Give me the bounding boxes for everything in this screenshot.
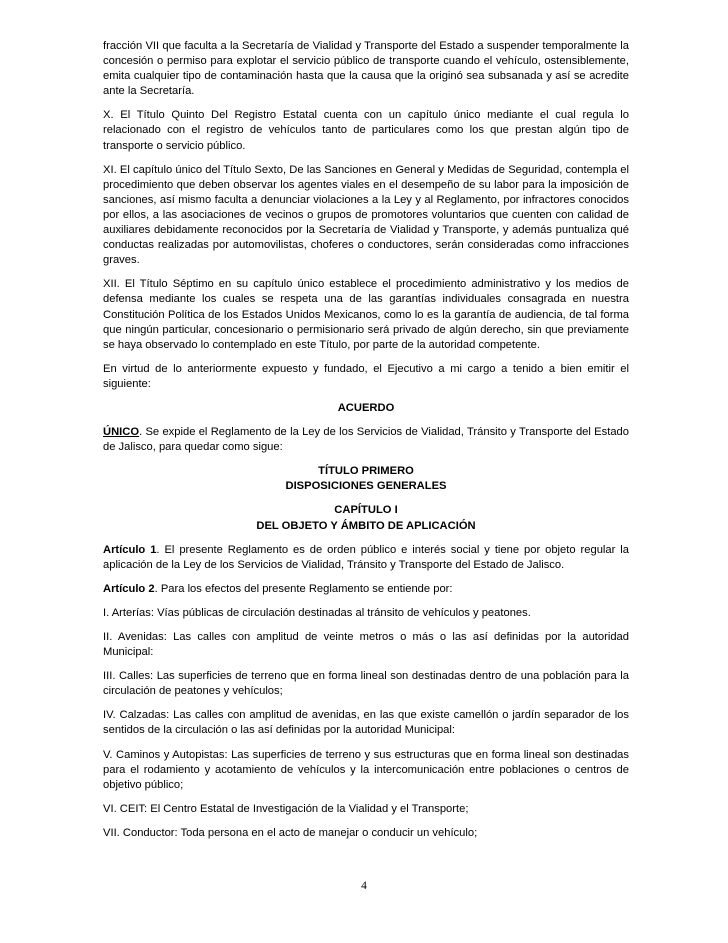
titulo-heading bbox=[103, 464, 629, 494]
paragraph-xi: XI. El capítulo único del Título Sexto, De las Sanciones en General y Medidas de Seguridad, contempla el procedimiento que deben observar los agentes viales en el desempeño de su labor para la imposición de sanciones, así mismo faculta a denunciar violaciones a la Ley y al Reglamento, por infractores conocidos por ellos, a las asociaciones de vecinos o grupos de promotores voluntarios que cuenten con calidad de auxiliares debidamente reconocidos por la Secretaría de Vialidad y Transporte, y además puntualiza qué conductas realizadas por automovilistas, choferes o conductores, serán consideradas como infracciones graves. bbox=[103, 163, 629, 267]
articulo-1-label: Artículo 1 bbox=[103, 543, 157, 556]
definicion-i: I. Arterías: Vías públicas de circulación destinadas al tránsito de vehículos y peatones. bbox=[103, 606, 531, 619]
capitulo-number: CAPÍTULO I bbox=[334, 504, 398, 517]
definicion-v: V. Caminos y Autopistas: Las superficies de terreno y sus estructuras que en forma lineal son destinadas para el rodamiento y acotamiento de vehículos y la intercomunicación entre poblaciones o centros de objetivo público; bbox=[103, 748, 629, 791]
capitulo-name: DEL OBJETO Y ÁMBITO DE APLICACIÓN bbox=[256, 519, 476, 532]
unico-label: ÚNICO bbox=[103, 426, 140, 439]
definicion-vi: VI. CEIT: El Centro Estatal de Investigación de la Vialidad y el Transporte; bbox=[103, 802, 469, 815]
acuerdo-heading: ACUERDO bbox=[337, 401, 395, 414]
unico-text: . Se expide el Reglamento de la Ley de los Servicios de Vialidad, Tránsito y Transporte del Estado de Jalisco, para quedar como sigue: bbox=[103, 426, 629, 454]
paragraph-fraccion-vii: fracción VII que faculta a la Secretaría de Vialidad y Transporte del Estado a suspender temporalmente la concesión o permiso para explotar el servicio público de transporte cuando el vehículo, ostensiblemente, emita cualquier tipo de contaminación hasta que la causa que la originó sea subsanada y así se acredite ante la Secretaría. bbox=[103, 40, 629, 98]
paragraph-unico bbox=[103, 425, 629, 455]
articulo-1-text: . El presente Reglamento es de orden público e interés social y tiene por objeto regular la aplicación de la Ley de los Servicios de Vialidad, Tránsito y Transporte del Estado de Jalisco. bbox=[103, 543, 629, 571]
paragraph-en-virtud: En virtud de lo anteriormente expuesto y fundado, el Ejecutivo a mi cargo a tenido a bien emitir el siguiente: bbox=[103, 362, 629, 390]
definicion-vii: VII. Conductor: Toda persona en el acto de manejar o conducir un vehículo; bbox=[103, 826, 478, 839]
definicion-iii: III. Calles: Las superficies de terreno que en forma lineal son destinadas dentro de una población para la circulación de peatones y vehículos; bbox=[103, 670, 629, 698]
document-body bbox=[103, 39, 629, 850]
capitulo-heading bbox=[103, 503, 629, 533]
articulo-1 bbox=[103, 543, 629, 573]
paragraph-x: X. El Título Quinto Del Registro Estatal cuenta con un capítulo único mediante el cual regula lo relacionado con el registro de vehículos tanto de particulares como los que prestan algún tipo de transporte o servicio público. bbox=[103, 109, 629, 152]
titulo-name: DISPOSICIONES GENERALES bbox=[285, 480, 447, 493]
page-number: 4 bbox=[361, 880, 367, 892]
definicion-ii: II. Avenidas: Las calles con amplitud de veinte metros o más o las así definidas por la autoridad Municipal: bbox=[103, 631, 629, 659]
paragraph-xii: XII. El Título Séptimo en su capítulo único establece el procedimiento administrativo y los medios de defensa mediante los cuales se respeta una de las garantías individuales consagrada en nuestra Constitución Política de los Estados Unidos Mexicanos, como lo es la garantía de audiencia, de tal forma que ningún particular, concesionario o permisionario será privado de algún derecho, sin que previamente se haya observado lo contemplado en este Título, por parte de la autoridad competente. bbox=[103, 278, 629, 351]
articulo-2-label: Artículo 2 bbox=[103, 582, 155, 595]
articulo-2-text: . Para los efectos del presente Reglamento se entiende por: bbox=[154, 582, 453, 595]
titulo-number: TÍTULO PRIMERO bbox=[318, 465, 414, 478]
definicion-iv: IV. Calzadas: Las calles con amplitud de avenidas, en las que existe camellón o jardín separador de los sentidos de la circulación o las así definidas por la autoridad Municipal: bbox=[103, 709, 629, 737]
articulo-2 bbox=[103, 582, 629, 597]
